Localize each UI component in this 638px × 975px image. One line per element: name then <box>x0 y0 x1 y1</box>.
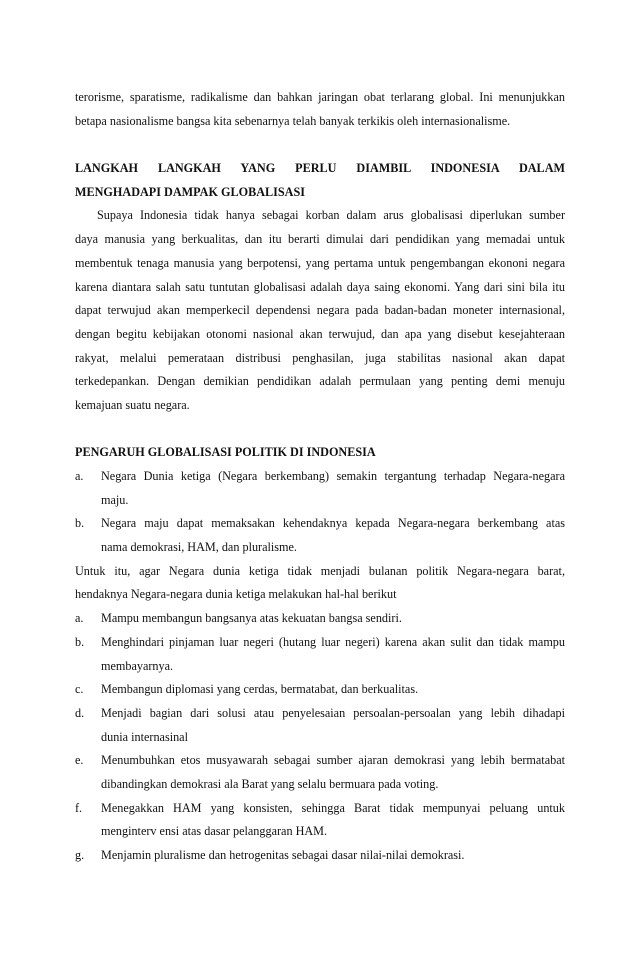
text-line: terkedepankan. Dengan demikian pendidikan adalah permulaan yang penting demi menuju <box>75 374 565 389</box>
text-line: dapat terwujud akan memperkecil dependensi negara pada badan-badan moneter internasional, <box>75 303 565 318</box>
list-item <box>75 797 565 844</box>
section-heading: MENGHADAPI DAMPAK GLOBALISASI <box>75 184 305 199</box>
section-langkah <box>75 157 565 418</box>
text-line: betapa nasionalisme bangsa kita sebenarnya telah banyak terkikis oleh internasionalisme. <box>75 113 511 128</box>
text-line: Negara maju dapat memaksakan kehendaknya kepada Negara-negara berkembang atas <box>101 516 565 531</box>
list-item <box>75 631 565 678</box>
text-line: Menghindari pinjaman luar negeri (hutang luar negeri) karena akan sulit dan tidak mampu <box>101 634 565 649</box>
section-heading: LANGKAH LANGKAH YANG PERLU DIAMBIL INDONESIA DALAM <box>75 161 565 176</box>
intro-paragraph <box>75 86 565 133</box>
section-pengaruh <box>75 441 565 867</box>
text-line: Mampu membangun bangsanya atas kekuatan bangsa sendiri. <box>101 611 402 626</box>
list-marker: f. <box>75 800 83 815</box>
list-impacts <box>75 465 565 560</box>
text-line: Menjadi bagian dari solusi atau penyelesaian persoalan-persoalan yang lebih dihadapi <box>101 705 565 720</box>
text-line: daya manusia yang berkualitas, dan itu berarti dimulai dari pendidikan yang memadai untuk <box>75 232 565 247</box>
text-line: nama demokrasi, HAM, dan pluralisme. <box>101 540 297 555</box>
list-item <box>75 749 565 796</box>
spacer <box>75 418 565 442</box>
list-item <box>75 607 565 631</box>
list-item <box>75 678 565 702</box>
text-line: Negara Dunia ketiga (Negara berkembang) semakin tergantung terhadap Negara-negara <box>101 469 565 483</box>
text-line: dunia internasinal <box>101 729 188 744</box>
text-line: Menjamin pluralisme dan hetrogenitas sebagai dasar nilai-nilai demokrasi. <box>101 848 465 863</box>
text-line: Menegakkan HAM yang konsisten, sehingga Barat tidak mempunyai peluang untuk <box>101 800 565 815</box>
text-line: menginterv ensi atas dasar pelanggaran HAM. <box>101 824 328 839</box>
text-line: kemajuan suatu negara. <box>75 397 190 412</box>
list-item <box>75 465 565 512</box>
text-line: hendaknya Negara-negara dunia ketiga melakukan hal-hal berikut <box>75 587 397 602</box>
list-item <box>75 844 565 868</box>
bridge-paragraph <box>75 560 565 607</box>
list-item <box>75 702 565 749</box>
text-line: dibandingkan demokrasi ala Barat yang selalu bermuara pada voting. <box>101 776 439 791</box>
text-line: Supaya Indonesia tidak hanya sebagai korban dalam arus globalisasi diperlukan sumber <box>97 208 565 223</box>
section-paragraph <box>75 204 565 417</box>
list-marker: a. <box>75 611 84 626</box>
text-line: Untuk itu, agar Negara dunia ketiga tidak menjadi bulanan politik Negara-negara barat, <box>75 563 565 578</box>
list-marker: d. <box>75 705 85 720</box>
list-marker: g. <box>75 848 85 863</box>
text-line: terorisme, sparatisme, radikalisme dan bahkan jaringan obat terlarang global. Ini menunjukkan <box>75 90 565 104</box>
text-line: membentuk tenaga manusia yang berpotensi, yang pertama untuk pengembangan ekononi negara <box>75 255 565 270</box>
text-line: karena diantara salah satu tuntutan globalisasi adalah daya saing ekonomi. Yang dari sini bila itu <box>75 279 565 294</box>
list-item <box>75 512 565 559</box>
text-line: Menumbuhkan etos musyawarah sebagai sumber ajaran demokrasi yang lebih bermatabat <box>101 753 565 768</box>
list-marker: e. <box>75 753 84 768</box>
list-marker: c. <box>75 682 84 697</box>
text-line: Membangun diplomasi yang cerdas, bermatabat, dan berkualitas. <box>101 682 419 697</box>
text-line: dengan begitu kebijakan otonomi nasional akan terwujud, dan apa yang disebut kesejahteraan <box>75 326 565 341</box>
list-marker: b. <box>75 634 85 649</box>
section-heading: PENGARUH GLOBALISASI POLITIK DI INDONESIA <box>75 445 376 460</box>
text-line: maju. <box>101 492 129 507</box>
text-line: rakyat, melalui pemerataan distribusi penghasilan, juga stabilitas nasional akan dapat <box>75 350 565 365</box>
list-marker: a. <box>75 469 84 483</box>
spacer <box>75 133 565 157</box>
list-marker: b. <box>75 516 85 531</box>
text-line: membayarnya. <box>101 658 174 673</box>
document-page <box>75 86 565 868</box>
list-actions <box>75 607 565 868</box>
